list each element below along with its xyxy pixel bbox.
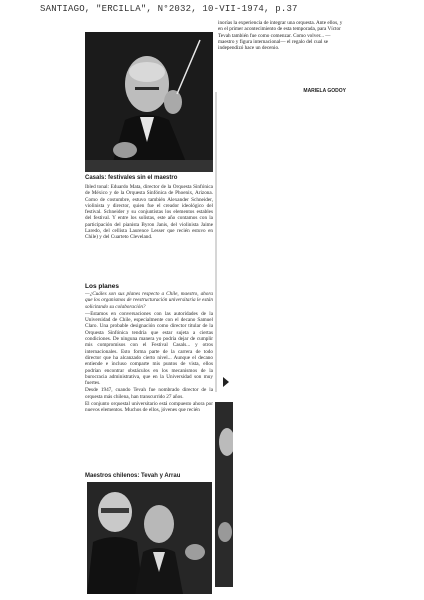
conductor-photo-image <box>85 32 213 172</box>
article-column-1 <box>85 184 213 281</box>
newspaper-clipping-main <box>85 28 215 598</box>
photo-caption-casals: Casals: festivales sin el maestro <box>85 175 178 181</box>
adjacent-clipping-strip <box>215 92 233 592</box>
author-signature: MARIELA GODOY <box>303 88 346 94</box>
article-paragraph: Ibled tonal: Eduardo Mata, director de la Orquesta Sinfónica de México y de la Orquesta Sinfónica de Phoenix, Arizona. Como de costumbre, estuvo también Alexander Schneider, violinista y director, quien fue el creador ideológico del festival. Schneider y su conjuntistas los elementos estables del festival. Y entre los solistas, este año contamos con la participación del pianista Byron Janis, del violinista Jaime Laredo, del cellista Laurence Lesser que recién estuvo en Chile) y del Cuarteto Cleveland. <box>85 184 213 241</box>
article-ending-text: inorías la experiencia de integrar una orquesta. Ante ellos, y en el primer acontecimiento de esta temporada, para Víctor Tevah también fue como comenzar. Como volver... —maestro y figura internacional— el regalo del cual se independizó hace un decenio. <box>218 20 343 52</box>
article-column-2 <box>85 291 213 471</box>
source-header: SANTIAGO, "ERCILLA", N°2032, 10-VII-1974, p.37 <box>40 4 298 14</box>
bullet-marker-icon <box>223 377 229 387</box>
photo-conductor <box>85 32 213 172</box>
tevah-arrau-photo-image <box>87 482 212 594</box>
section-heading-planes: Los planes <box>85 283 119 290</box>
newspaper-clipping-top-right <box>218 20 348 98</box>
article-paragraph: Desde 1947, cuando Tevah fue nombrado director de la orquesta más chilena, han transcurrido 27 años. <box>85 387 213 400</box>
photo-caption-tevah-arrau: Maestros chilenos: Tevah y Arrau <box>85 473 181 479</box>
adjacent-photo-fragment <box>215 402 233 587</box>
photo-tevah-arrau <box>87 482 212 594</box>
adjacent-photo-image <box>215 402 233 587</box>
interview-question: —¿Cuáles son sus planes respecto a Chile, maestro, ahora que los organismos de reestructuración universitaria le están solicitando su colaboración? <box>85 291 213 310</box>
article-paragraph: —Estamos en conversaciones con las autoridades de la Universidad de Chile, especialmente con el decano Samuel Claro. Una probable designación como director titular de la Orquesta Sinfónica tendría que estar sujeta a ciertas condiciones. De ninguna manera yo podría dejar de cumplir mis compromisos con el Festival Casals... y otros internacionales. Esto forma parte de la carrera de todo director que ha alcanzado cierto nivel... Aunque el decano entiende e incluso comparte mis puntos de vista, ellos podrían encontrar obstáculos en los mecanismos de la burocracia administrativa, que en la Universidad son muy fuertes. <box>85 310 213 387</box>
article-paragraph: El conjunto orquestal universitario está compuesto ahora por nuevos elementos. Muchos de ellos, jóvenes que recién <box>85 401 213 414</box>
